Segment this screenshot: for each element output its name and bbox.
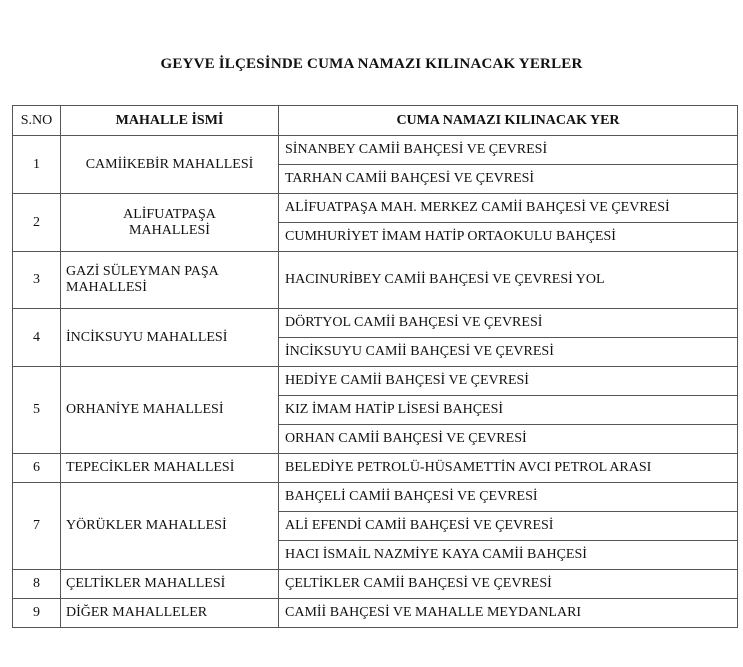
prayer-place: ÇELTİKLER CAMİİ BAHÇESİ VE ÇEVRESİ (279, 570, 738, 599)
row-number: 2 (13, 194, 61, 252)
prayer-place: HACI İSMAİL NAZMİYE KAYA CAMİİ BAHÇESİ (279, 541, 738, 570)
mahalle-name: İNCİKSUYU MAHALLESİ (61, 309, 279, 367)
mahalle-name: ORHANİYE MAHALLESİ (61, 367, 279, 454)
mahalle-name: YÖRÜKLER MAHALLESİ (61, 483, 279, 570)
table-row (13, 483, 738, 512)
row-number: 5 (13, 367, 61, 454)
prayer-place: KIZ İMAM HATİP LİSESİ BAHÇESİ (279, 396, 738, 425)
prayer-place: CAMİİ BAHÇESİ VE MAHALLE MEYDANLARI (279, 599, 738, 628)
table-row (13, 599, 738, 628)
table-row (13, 454, 738, 483)
prayer-place: ORHAN CAMİİ BAHÇESİ VE ÇEVRESİ (279, 425, 738, 454)
mahalle-name: TEPECİKLER MAHALLESİ (61, 454, 279, 483)
table-row (13, 570, 738, 599)
prayer-place: HEDİYE CAMİİ BAHÇESİ VE ÇEVRESİ (279, 367, 738, 396)
header-mahalle: MAHALLE İSMİ (61, 106, 279, 136)
table-row (13, 367, 738, 396)
prayer-place: ALİFUATPAŞA MAH. MERKEZ CAMİİ BAHÇESİ VE ÇEVRESİ (279, 194, 738, 223)
header-place: CUMA NAMAZI KILINACAK YER (279, 106, 738, 136)
mahalle-name: ÇELTİKLER MAHALLESİ (61, 570, 279, 599)
table-header-row (13, 106, 738, 136)
prayer-place: HACINURİBEY CAMİİ BAHÇESİ VE ÇEVRESİ YOL (279, 252, 738, 309)
prayer-place: TARHAN CAMİİ BAHÇESİ VE ÇEVRESİ (279, 165, 738, 194)
table-row (13, 194, 738, 223)
friday-prayer-table (12, 105, 738, 628)
row-number: 7 (13, 483, 61, 570)
row-number: 3 (13, 252, 61, 309)
mahalle-name (61, 194, 279, 252)
mahalle-name-text: GAZİ SÜLEYMAN PAŞA MAHALLESİ (66, 264, 218, 295)
row-number: 4 (13, 309, 61, 367)
mahalle-name: DİĞER MAHALLELER (61, 599, 279, 628)
document-title: GEYVE İLÇESİNDE CUMA NAMAZI KILINACAK YERLER (160, 56, 583, 72)
table-row (13, 309, 738, 338)
mahalle-name (61, 252, 279, 309)
prayer-place: BAHÇELİ CAMİİ BAHÇESİ VE ÇEVRESİ (279, 483, 738, 512)
mahalle-name-text: ALİFUATPAŞA MAHALLESİ (123, 206, 216, 238)
header-sno: S.NO (13, 106, 61, 136)
prayer-place: DÖRTYOL CAMİİ BAHÇESİ VE ÇEVRESİ (279, 309, 738, 338)
row-number: 1 (13, 136, 61, 194)
prayer-place: İNCİKSUYU CAMİİ BAHÇESİ VE ÇEVRESİ (279, 338, 738, 367)
prayer-place: BELEDİYE PETROLÜ-HÜSAMETTİN AVCI PETROL ARASI (279, 454, 738, 483)
mahalle-name: CAMİİKEBİR MAHALLESİ (61, 136, 279, 194)
prayer-place: CUMHURİYET İMAM HATİP ORTAOKULU BAHÇESİ (279, 223, 738, 252)
row-number: 6 (13, 454, 61, 483)
prayer-place: SİNANBEY CAMİİ BAHÇESİ VE ÇEVRESİ (279, 136, 738, 165)
row-number: 8 (13, 570, 61, 599)
table-row (13, 136, 738, 165)
row-number: 9 (13, 599, 61, 628)
table-row (13, 252, 738, 309)
prayer-place: ALİ EFENDİ CAMİİ BAHÇESİ VE ÇEVRESİ (279, 512, 738, 541)
